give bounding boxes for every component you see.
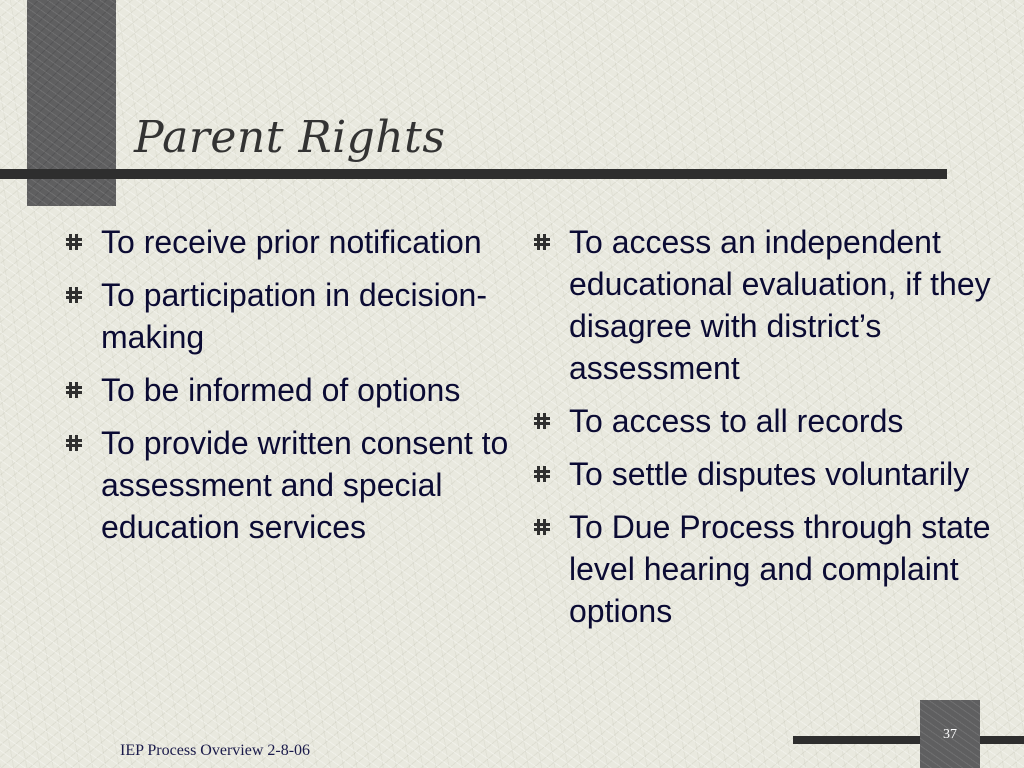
bullet-item bbox=[60, 369, 515, 411]
footer-text: IEP Process Overview 2-8-06 bbox=[120, 742, 311, 759]
hash-bullet-icon bbox=[66, 435, 82, 451]
bullet-text: To access an independent educational evaluation, if they disagree with district’s assessment bbox=[569, 224, 991, 386]
bullet-text: To Due Process through state level hearing and complaint options bbox=[569, 509, 991, 629]
hash-bullet-icon bbox=[534, 413, 550, 429]
right-bullet-list bbox=[528, 221, 1018, 643]
bullet-text: To settle disputes voluntarily bbox=[569, 456, 970, 492]
hash-bullet-icon bbox=[534, 234, 550, 250]
bullet-text: To access to all records bbox=[569, 403, 904, 439]
bullet-item bbox=[528, 453, 1018, 495]
hash-bullet-icon bbox=[66, 382, 82, 398]
bullet-text: To receive prior notification bbox=[101, 224, 482, 260]
footer-bar bbox=[793, 736, 1024, 744]
page-number: 37 bbox=[943, 727, 957, 742]
bullet-item bbox=[528, 506, 1018, 632]
hash-bullet-icon bbox=[66, 287, 82, 303]
bullet-item bbox=[528, 400, 1018, 442]
bullet-item bbox=[60, 221, 515, 263]
hash-bullet-icon bbox=[534, 519, 550, 535]
bullet-text: To be informed of options bbox=[101, 372, 461, 408]
left-bullet-list bbox=[60, 221, 515, 559]
hash-bullet-icon bbox=[534, 466, 550, 482]
bullet-item bbox=[60, 422, 515, 548]
bullet-text: To participation in decision-making bbox=[101, 277, 487, 355]
bullet-item bbox=[60, 274, 515, 358]
title-underline-bar bbox=[0, 169, 947, 179]
bullet-item bbox=[528, 221, 1018, 389]
hash-bullet-icon bbox=[66, 234, 82, 250]
bullet-text: To provide written consent to assessment and special education services bbox=[101, 425, 509, 545]
slide-title: Parent Rights bbox=[134, 112, 446, 163]
